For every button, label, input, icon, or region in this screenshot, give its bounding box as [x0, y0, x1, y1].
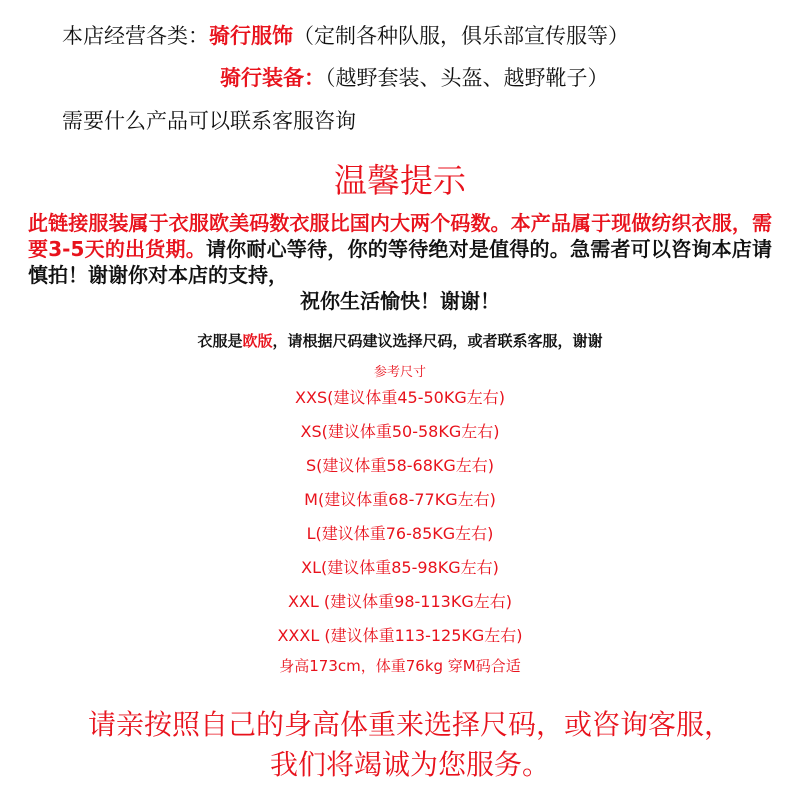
- category-equipment: 骑行装备：: [220, 66, 325, 90]
- notice-black-part: 请你耐心等待，你的等待绝对是值得的。急需者可以咨询本店请慎拍！谢谢你对本店的支持，: [28, 237, 773, 287]
- euro-highlight: 欧版: [242, 332, 273, 350]
- notice-red-part2: 天的出货期。: [84, 237, 206, 261]
- notice-last-line: 祝你生活愉快！谢谢！: [300, 289, 500, 313]
- size-item: M(建议体重68-77KG左右): [304, 490, 496, 509]
- euro-suffix: ，请根据尺码建议选择尺码，或者联系客服，谢谢: [272, 332, 603, 350]
- size-item: L(建议体重76-85KG左右): [306, 524, 494, 543]
- intro-line-categories: [62, 20, 629, 50]
- size-item: XXS(建议体重45-50KG左右): [295, 388, 505, 407]
- intro-line-equipment: [220, 62, 609, 92]
- size-guide: [0, 365, 800, 679]
- notice-title: 温馨提示: [334, 161, 466, 200]
- euro-size-note: [0, 330, 800, 351]
- notice-body: [28, 210, 772, 314]
- notice-red-days: 3-5: [48, 237, 85, 261]
- closing-message: 请亲按照自己的身高体重来选择尺码，或咨询客服，我们将竭诚为您服务。: [87, 708, 732, 781]
- category-equipment-note: （越野套装、头盔、越野靴子）: [325, 66, 609, 90]
- intro-prefix: 本店经营各类：: [62, 24, 209, 48]
- category-apparel-note: （定制各种队服，俱乐部宣传服等）: [293, 24, 629, 48]
- size-item: XS(建议体重50-58KG左右): [300, 422, 500, 441]
- size-example: 身高173cm，体重76kg 穿M码合适: [279, 657, 521, 675]
- size-caption: 参考尺寸: [373, 365, 426, 380]
- size-item: XL(建议体重85-98KG左右): [301, 558, 499, 577]
- category-apparel: 骑行服饰: [209, 24, 293, 48]
- euro-prefix: 衣服是: [197, 332, 243, 350]
- notice-red-part1: 此链接服装属于衣服欧美码数衣服比国内大两个码数。本产品属于现做纺织衣服，需要: [28, 211, 772, 261]
- size-item: XXL (建议体重98-113KG左右): [288, 592, 512, 611]
- size-item: S(建议体重58-68KG左右): [305, 456, 495, 475]
- intro-contact: 需要什么产品可以联系客服咨询: [62, 109, 356, 133]
- size-item: XXXL (建议体重113-125KG左右): [277, 626, 523, 645]
